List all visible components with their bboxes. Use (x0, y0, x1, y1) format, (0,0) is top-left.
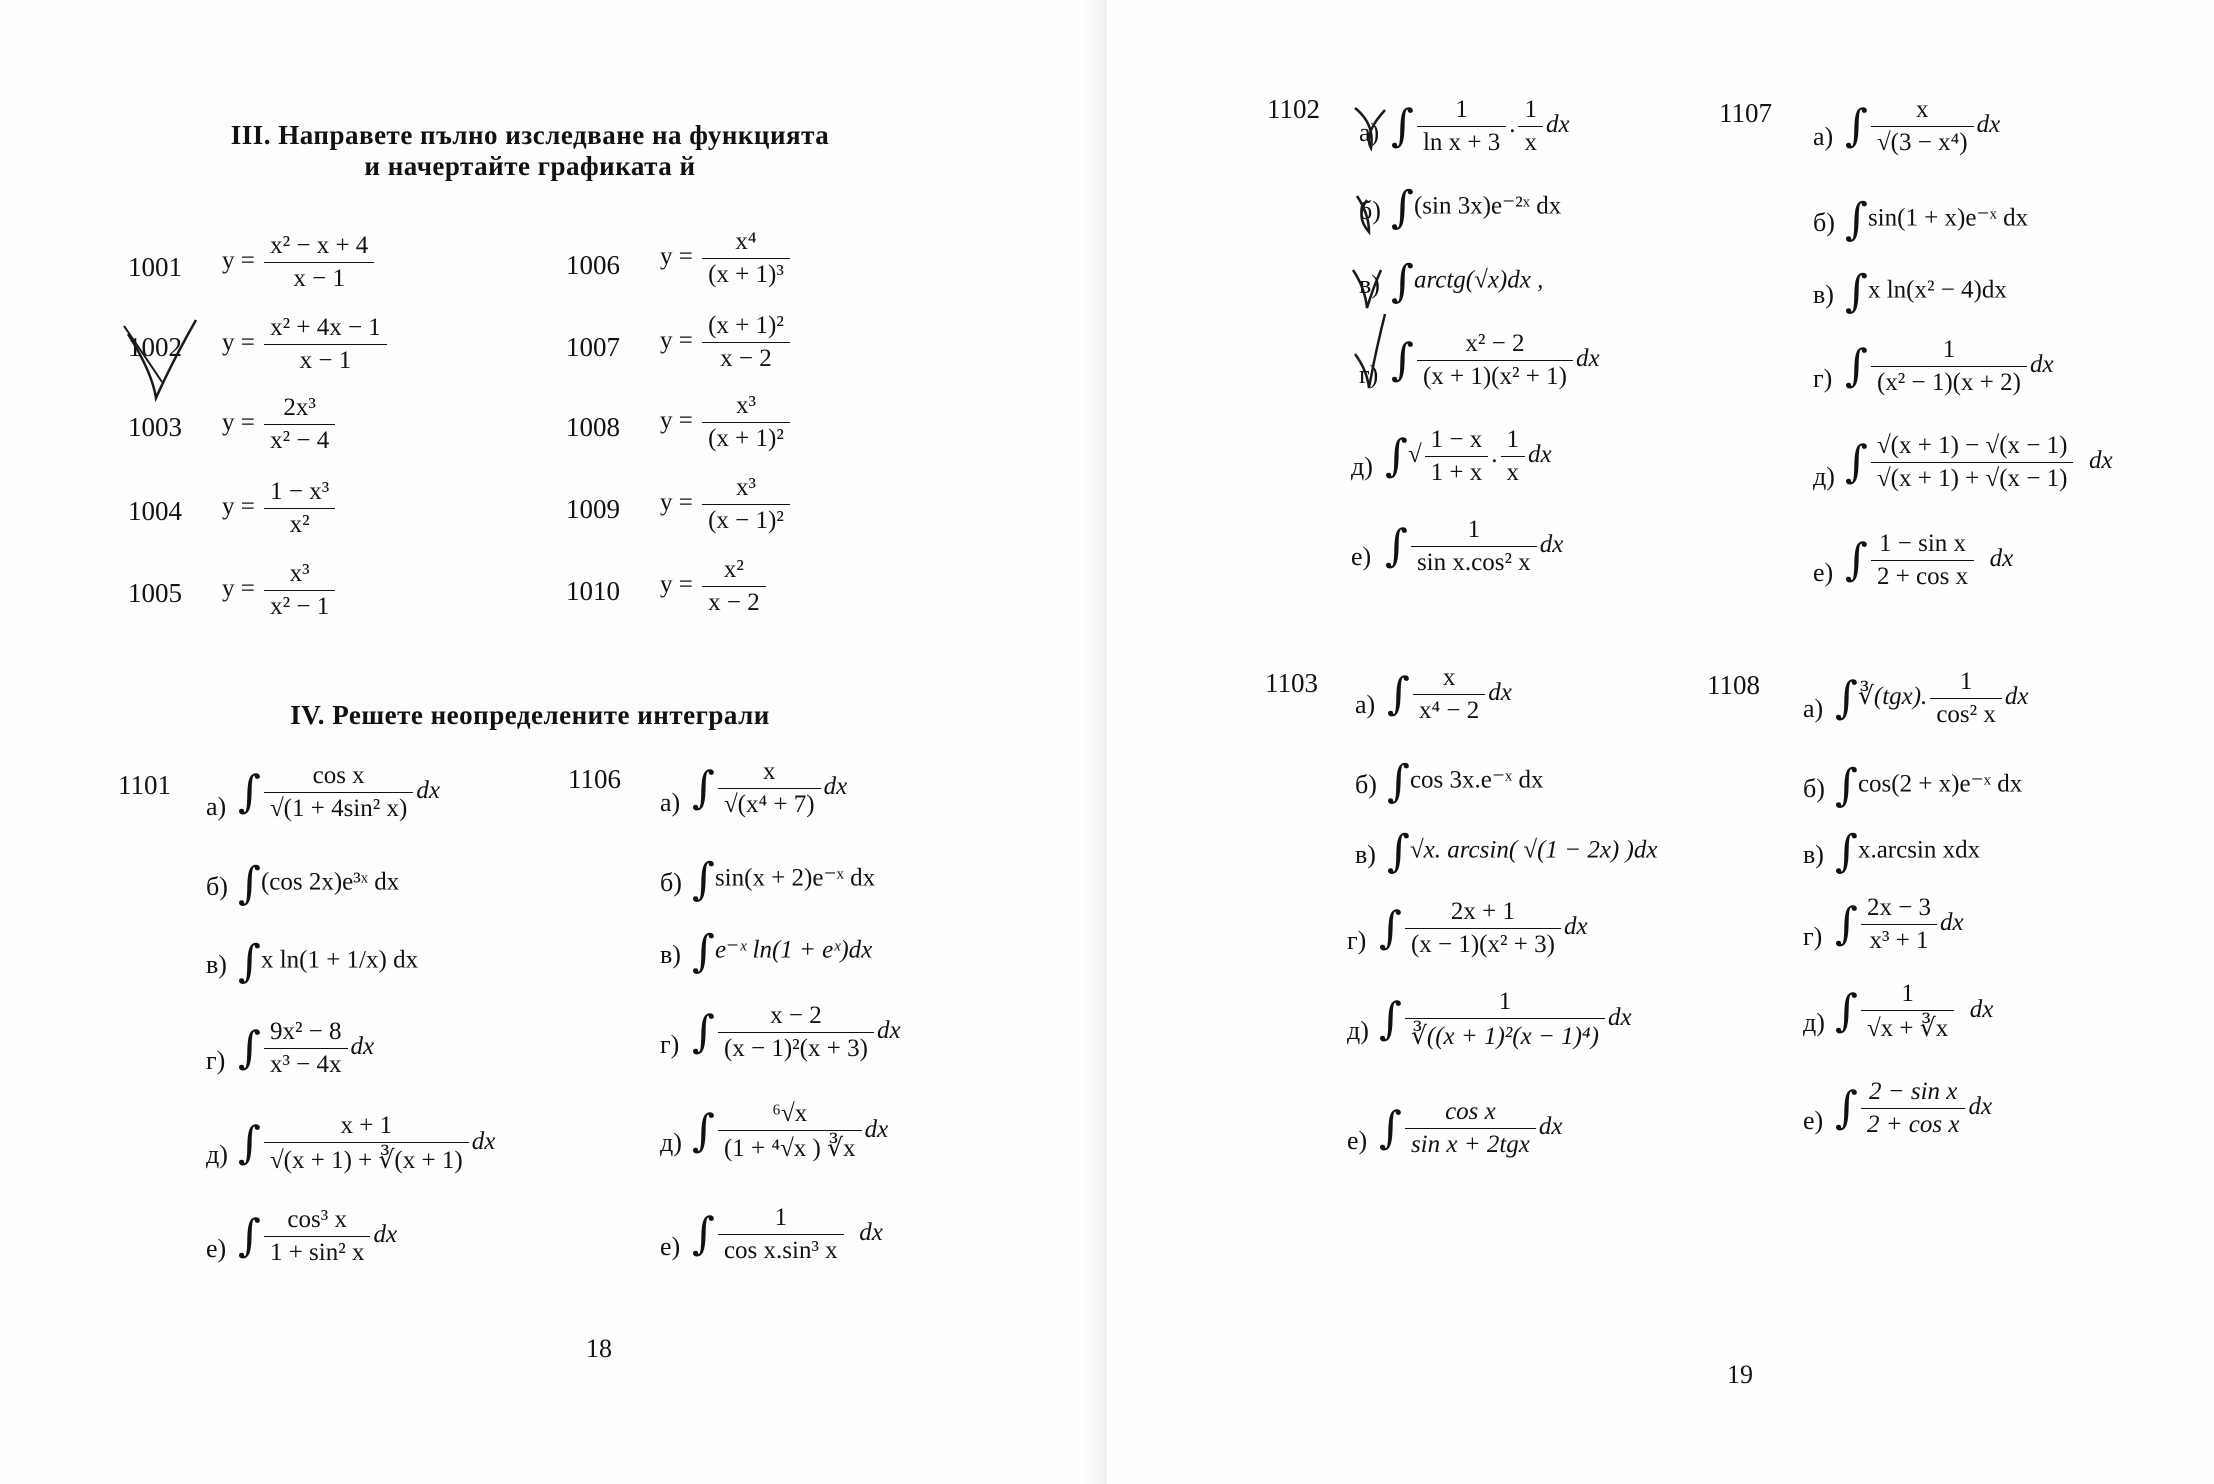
item-label: а) (1355, 690, 1376, 719)
integral-1103-g: ∫ $\frac{2x + 1}{\text{(x − 1)(x² + 3)}}$ dx (1379, 898, 1588, 958)
integral-1107-d: ∫ $\frac{√(x + 1) - √(x - 1)}{√(x + 1) + √(x - 1)}$ dx (1845, 432, 2113, 492)
integral-1102-a: ∫ $\frac{1}{\text{ln x + 3}}$ . $\frac{1}{x}$ dx (1391, 96, 1570, 156)
integral-1101-g: ∫ $\frac{\text{9x² − 8}}{\text{x³ − 4x}}$ dx (238, 1018, 375, 1078)
integral-1108-b: ∫cos(2 + x)e⁻ˣ dx (1835, 760, 2023, 811)
function-1005: y = $\frac{\text{x³}}{\text{x² − 1}}$ (222, 560, 338, 621)
item-label: г) (660, 1030, 680, 1059)
problem-number-1009: 1009 (566, 494, 620, 524)
item-label: в) (660, 940, 681, 969)
function-1006: y = $\frac{\text{x⁴}}{\text{(x + 1)³}}$ (660, 228, 793, 289)
problem-number-1010: 1010 (566, 576, 620, 606)
item-label: а) (206, 792, 227, 821)
problem-number-1107: 1107 (1719, 98, 1772, 128)
function-1008: y = $\frac{\text{x³}}{\text{(x + 1)²}}$ (660, 392, 793, 453)
function-1007: y = $\frac{\text{(x + 1)²}}{x - 2}$ (660, 312, 793, 373)
item-label: б) (1813, 208, 1835, 237)
integral-1106-c: ∫e⁻ˣ ln(1 + eˣ)dx (692, 926, 873, 977)
problem-number-1102: 1102 (1267, 94, 1320, 124)
item-label: а) (1803, 694, 1824, 723)
integral-1102-g: ∫ $\frac{\text{x² − 2}}{\text{(x + 1)(x² + 1)}}$ dx (1391, 330, 1600, 390)
problem-number-1005: 1005 (128, 578, 182, 608)
integral-1103-b: ∫cos 3x.e⁻ˣ dx (1387, 756, 1544, 807)
item-label: г) (1803, 922, 1823, 951)
integral-1106-b: ∫sin(x + 2)e⁻ˣ dx (692, 854, 876, 905)
problem-number-1103: 1103 (1265, 668, 1318, 698)
item-label: г) (1813, 364, 1833, 393)
integral-1107-b: ∫sin(1 + x)e⁻ˣ dx (1845, 194, 2029, 245)
item-label: е) (660, 1232, 681, 1261)
integral-1108-g: ∫ $\frac{2x - 3}{\text{x³ + 1}}$ dx (1835, 894, 1964, 954)
integral-1107-g: ∫ $\frac{1}{\text{(x² − 1)(x + 2)}}$ dx (1845, 336, 2054, 396)
problem-number-1002: 1002 (128, 332, 182, 362)
item-label: б) (1359, 196, 1381, 225)
item-label: а) (660, 788, 681, 817)
item-label: д) (1347, 1016, 1369, 1045)
item-label: в) (1803, 840, 1824, 869)
integral-1106-e: ∫ $\frac{1}{\text{cos x.sin³ x}}$ dx (692, 1204, 883, 1264)
problem-number-1101: 1101 (118, 770, 171, 800)
section-heading-iv: IV. Решете неопределените интеграли (290, 700, 770, 730)
integral-1102-c: ∫arctg(√x)dx , (1391, 256, 1544, 307)
integral-1102-b: ∫(sin 3x)e⁻²ˣ dx (1391, 182, 1562, 233)
item-label: д) (660, 1128, 682, 1157)
page-number: 19 (1727, 1360, 1753, 1389)
function-1002: y = $\frac{\text{x² + 4x − 1}}{x - 1}$ (222, 314, 390, 375)
integral-1108-a: ∫∛(tgx). $\frac{1}{\text{cos² x}}$ dx (1835, 668, 2029, 728)
right-page (1107, 0, 2214, 1484)
item-label: б) (1803, 774, 1825, 803)
item-label: г) (1347, 926, 1367, 955)
problem-number-1001: 1001 (128, 252, 182, 282)
problem-number-1003: 1003 (128, 412, 182, 442)
integral-1102-e: ∫ $\frac{1}{\text{sin x.cos² x}}$ dx (1385, 516, 1564, 576)
item-label: а) (1813, 122, 1834, 151)
integral-1106-d: ∫ $\frac{\text{⁶√x}}{\text{(1 + ⁴√x ) ∛x}}$ dx (692, 1100, 889, 1162)
item-label: е) (1803, 1106, 1824, 1135)
integral-1108-d: ∫ $\frac{1}{√x + ∛x}$ dx (1835, 980, 1994, 1042)
item-label: в) (1813, 280, 1834, 309)
item-label: д) (1803, 1008, 1825, 1037)
integral-1101-a: ∫ $\frac{\text{cos x}}{\text{√(1 + 4sin² x)}}$ dx (238, 762, 440, 822)
item-label: е) (1351, 542, 1372, 571)
integral-1101-b: ∫(cos 2x)e³ˣ dx (238, 858, 400, 909)
integral-1103-a: ∫ $\frac{x}{\text{x⁴ − 2}}$ dx (1387, 664, 1512, 724)
problem-number-1004: 1004 (128, 496, 182, 526)
problem-number-1008: 1008 (566, 412, 620, 442)
item-label: б) (1355, 770, 1377, 799)
integral-sign: ∫ (238, 766, 261, 818)
item-label: е) (1347, 1126, 1368, 1155)
item-label: д) (1351, 452, 1373, 481)
problem-number-1006: 1006 (566, 250, 620, 280)
item-label: г) (1359, 360, 1379, 389)
item-label: б) (660, 868, 682, 897)
section-heading-iii: III. Направете пълно изследване на функцията и начертайте графиката й (230, 120, 830, 181)
function-1003: y = $\frac{\text{2x³}}{\text{x² − 4}}$ (222, 394, 338, 455)
problem-number-1108: 1108 (1707, 670, 1760, 700)
integral-1107-c: ∫x ln(x² − 4)dx (1845, 266, 2007, 317)
item-label: в) (1355, 840, 1376, 869)
problem-number-1007: 1007 (566, 332, 620, 362)
integral-1108-c: ∫x.arcsin xdx (1835, 826, 1981, 877)
integral-1101-c: ∫x ln(1 + 1/x) dx (238, 936, 419, 987)
integral-1103-e: ∫ $\frac{\text{cos x}}{\text{sin x + 2tgx}}$ dx (1379, 1098, 1563, 1158)
integral-1106-g: ∫ $\frac{x - 2}{\text{(x − 1)²(x + 3)}}$ dx (692, 1002, 901, 1062)
integral-1107-a: ∫ $\frac{x}{\text{√(3 − x⁴)}}$ dx (1845, 96, 2001, 156)
integral-1101-e: ∫ $\frac{\text{cos³ x}}{\text{1 + sin² x}}$ dx (238, 1206, 398, 1266)
integral-1106-a: ∫ $\frac{x}{\text{√(x⁴ + 7)}}$ dx (692, 758, 848, 818)
item-label: д) (1813, 462, 1835, 491)
item-label: г) (206, 1046, 226, 1075)
integral-1108-e: ∫ $\frac{\text{2 − sin x}}{\text{2 + cos x}}$ dx (1835, 1078, 1993, 1138)
page-number: 18 (586, 1334, 612, 1363)
item-label: е) (206, 1234, 227, 1263)
function-1001: y = $\frac{\text{x² − x + 4}}{x - 1}$ (222, 232, 377, 293)
function-1009: y = $\frac{\text{x³}}{\text{(x − 1)²}}$ (660, 474, 793, 535)
item-label: е) (1813, 558, 1834, 587)
integral-1103-c: ∫√x. arcsin( √(1 − 2x) )dx (1387, 826, 1658, 877)
item-label: в) (206, 950, 227, 979)
item-label: б) (206, 872, 228, 901)
integral-1103-d: ∫ $\frac{1}{\text{∛((x + 1)²(x − 1)⁴)}}$ dx (1379, 988, 1632, 1050)
integral-1101-d: ∫ $\frac{x + 1}{√(x + 1) + ∛(x + 1)}$ dx (238, 1112, 496, 1174)
item-label: а) (1359, 118, 1380, 147)
integral-1102-d: ∫√ $\frac{1 - x}{1 + x}$ . $\frac{1}{x}$ dx (1385, 426, 1552, 486)
integral-1107-e: ∫ $\frac{\text{1 − sin x}}{\text{2 + cos x}}$ dx (1845, 530, 2014, 590)
item-label: д) (206, 1140, 228, 1169)
function-1010: y = $\frac{\text{x²}}{x - 2}$ (660, 556, 769, 617)
function-1004: y = $\frac{\text{1 − x³}}{\text{x²}}$ (222, 478, 338, 539)
problem-number-1106: 1106 (568, 764, 621, 794)
item-label: в) (1359, 270, 1380, 299)
